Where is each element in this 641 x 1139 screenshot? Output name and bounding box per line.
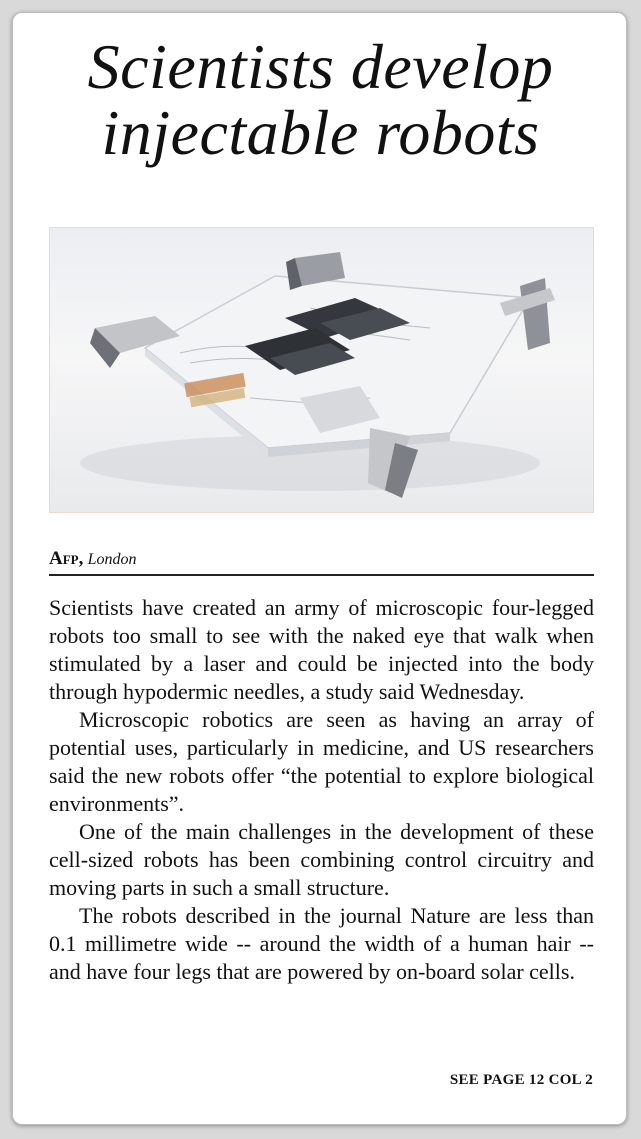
robot-photo xyxy=(49,227,594,513)
article-body xyxy=(49,594,594,986)
headline-line-2: injectable robots xyxy=(101,97,540,168)
byline-location: London xyxy=(87,551,137,568)
article-paragraph-4: The robots described in the journal Nature are less than 0.1 millimetre wide -- around the width of a human hair -- and have four legs that are powered by on-board solar cells. xyxy=(49,903,594,984)
continued-on-page: SEE PAGE 12 COL 2 xyxy=(449,1072,593,1088)
article-paragraph-2: Microscopic robotics are seen as having an array of potential uses, particularly in medicine, and US researchers said the new robots offer “the potential to explore biological environments”. xyxy=(49,707,594,816)
article-paragraph-3: One of the main challenges in the development of these cell-sized robots has been combining control circuitry and moving parts in such a small structure. xyxy=(49,819,594,900)
headline-line-1: Scientists develop xyxy=(87,31,554,102)
article-paragraph-1: Scientists have created an army of microscopic four-legged robots too small to see with the naked eye that walk when stimulated by a laser and could be injected into the body through hypodermic needles, a study said Wednesday. xyxy=(49,595,594,704)
headline xyxy=(0,31,641,168)
byline-agency: Afp, xyxy=(49,548,84,569)
microscopic-robot-photo-icon xyxy=(50,228,593,512)
byline xyxy=(49,548,594,576)
